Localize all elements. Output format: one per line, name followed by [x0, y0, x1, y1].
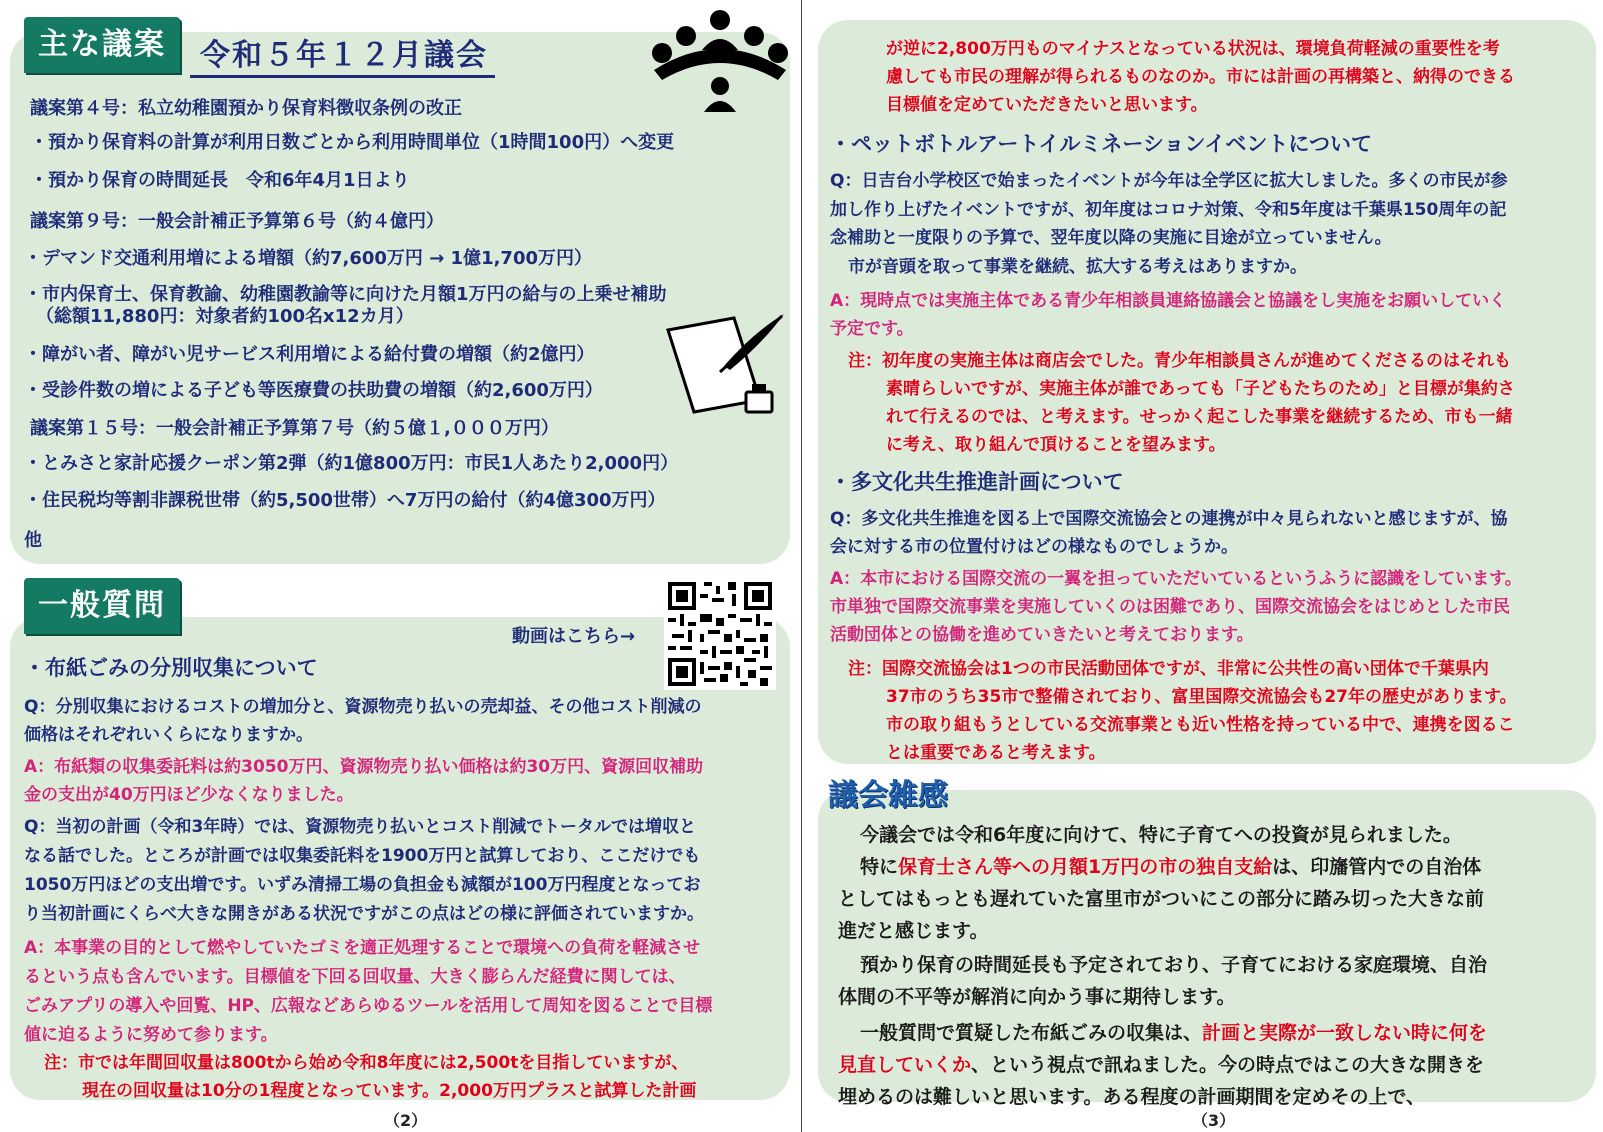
impressions-text: 体間の不平等が解消に向かう事に期待します。	[838, 986, 1236, 1008]
bill-item: ・受診件数の増による子ども等医療費の扶助費の増額（約2,600万円）	[24, 380, 603, 401]
bill-item: ・市内保育士、保育教諭、幼稚園教諭等に向けた月額1万円の給与の上乗せ補助	[24, 284, 667, 305]
question-line: り当初計画にくらべ大きな開きがある状況ですがこの点はどの様に評価されていますか。	[24, 904, 704, 924]
bill-9-heading: 議案第９号：一般会計補正予算第６号（約４億円）	[30, 211, 444, 232]
bill-item: ・とみさと家計応援クーポン第2弾（約1億800万円：市民1人あたり2,000円）	[24, 453, 679, 474]
note-line: 注：国際交流協会は1つの市民活動団体ですが、非常に公共性の高い団体で千葉県内	[848, 659, 1489, 679]
impressions-text-part: 特に	[860, 856, 899, 878]
answer-line: 予定です。	[830, 319, 914, 339]
impressions-text-part: は、印旛管内での自治体	[1272, 856, 1482, 878]
question-line: 念補助と一度限りの予算で、翌年度以降の実施に目途が立っていません。	[830, 228, 1392, 248]
topic-cloth-paper-waste: ・布紙ごみの分別収集について	[24, 656, 318, 680]
session-title: 令和５年１２月議会	[200, 38, 488, 73]
question-line: 価格はそれぞれいくらになりますか。	[24, 725, 313, 745]
page-number-right: （3）	[1192, 1111, 1236, 1130]
note-line: 現在の回収量は10分の1程度となっています。2,000万円プラスと試算した計画	[82, 1081, 697, 1101]
question-line: 会に対する市の位置付けはどの様なものでしょうか。	[830, 537, 1238, 557]
session-underline	[190, 75, 495, 78]
bill-item: ・住民税均等割非課税世帯（約5,500世帯）へ7万円の給付（約4億300万円）	[24, 490, 666, 511]
topic-pet-bottle-event: ・ペットボトルアートイルミネーションイベントについて	[830, 132, 1373, 156]
note-line: が逆に2,800万円ものマイナスとなっている状況は、環境負荷軽減の重要性を考	[886, 39, 1500, 59]
answer-line: A：本事業の目的として燃やしていたゴミを適正処理することで環境への負荷を軽減させ	[24, 938, 701, 958]
note-line: 慮しても市民の理解が得られるものなのか。市には計画の再構築と、納得のできる	[886, 67, 1515, 87]
answer-line: 市単独で国際交流事業を実施していくのは困難であり、国際交流協会をはじめとした市民	[830, 597, 1510, 617]
bill-4-heading: 議案第４号：私立幼稚園預かり保育料徴収条例の改正	[30, 98, 462, 119]
answer-line: ごみアプリの導入や回覧、HP、広報などあらゆるツールを活用して周知を図ることで目標	[24, 996, 713, 1016]
bill-item: ・障がい者、障がい児サービス利用増による給付費の増額（約2億円）	[24, 344, 595, 365]
bill-item: （総額11,880円：対象者約100名x12カ月）	[36, 306, 414, 327]
impressions-text: 埋めるのは難しいと思います。ある程度の計画期間を定めその上で、	[838, 1086, 1426, 1108]
impressions-text: 預かり保育の時間延長も予定されており、子育てにおける家庭環境、自治	[860, 954, 1488, 976]
note-line: 注：市では年間回収量は800tから始め令和8年度には2,500tを目指していますが、	[44, 1053, 689, 1073]
impressions-text	[838, 1050, 1484, 1077]
bills-tab: 主な議案	[24, 17, 180, 73]
council-members-icon	[650, 8, 790, 120]
quill-pen-icon	[664, 312, 792, 422]
note-line: れて行えるのでは、と考えます。せっかく起こした事業を継続するため、市も一緒	[886, 407, 1513, 427]
note-line: 注：初年度の実施主体は商店会でした。青少年相談員さんが進めてくださるのはそれも	[848, 351, 1511, 371]
note-line: 37市のうち35市で整備されており、富里国際交流協会も27年の歴史があります。	[886, 687, 1517, 707]
question-line: Q：日吉台小学校区で始まったイベントが今年は全学区に拡大しました。多くの市民が参	[830, 171, 1508, 191]
impressions-text: 進だと感じます。	[838, 920, 989, 942]
impressions-text-part: 、という視点で訊ねました。今の時点ではこの大きな開きを	[971, 1054, 1485, 1076]
question-line: 市が音頭を取って事業を継続、拡大する考えはありますか。	[848, 257, 1307, 277]
question-line: 1050万円ほどの支出増です。いずみ清掃工場の負担金も減額が100万円程度となってお	[24, 875, 701, 895]
question-line: Q：多文化共生推進を図る上で国際交流協会との連携が中々見られないと感じますが、協	[830, 509, 1508, 529]
impressions-highlight: 計画と実際が一致しない時に何を	[1202, 1022, 1488, 1044]
note-line: 素晴らしいですが、実施主体が誰であっても「子どもたちのため」と目標が集約さ	[886, 379, 1515, 399]
bill-item: ・デマンド交通利用増による増額（約7,600万円 → 1億1,700万円）	[24, 248, 593, 269]
question-line: Q：当初の計画（令和3年時）では、資源物売り払いとコスト削減でトータルでは増収と	[24, 817, 696, 837]
bill-others: 他	[24, 530, 42, 551]
impressions-text: 今議会では令和6年度に向けて、特に子育てへの投資が見られました。	[860, 824, 1462, 846]
impressions-highlight: 見直していくか	[838, 1054, 972, 1076]
note-line: に考え、取り組んで頂けることを望みます。	[886, 435, 1226, 455]
note-line: とは重要であると考えます。	[886, 743, 1106, 763]
impressions-highlight: 保育士さん等への月額1万円の市の独自支給	[898, 856, 1273, 878]
answer-line: A：布紙類の収集委託料は約3050万円、資源物売り払い価格は約30万円、資源回収補助	[24, 757, 704, 777]
answer-line: A：現時点では実施主体である青少年相談員連絡協議会と協議をし実施をお願いしていく	[830, 291, 1507, 311]
bill-15-heading: 議案第１５号：一般会計補正予算第７号（約５億１,０００万円）	[30, 418, 559, 439]
impressions-text	[860, 852, 1481, 879]
bill-item: ・預かり保育料の計算が利用日数ごとから利用時間単位（1時間100円）へ変更	[30, 132, 675, 153]
page-divider	[801, 0, 802, 1132]
question-line: なる話でした。ところが計画では収集委託料を1900万円と試算しており、ここだけでも	[24, 846, 701, 866]
impressions-title: 議会雑感	[828, 778, 948, 813]
video-link[interactable]: 動画はこちら→	[512, 626, 636, 647]
question-line: 加し作り上げたイベントですが、初年度はコロナ対策、令和5年度は千葉県150周年の記	[830, 200, 1507, 220]
impressions-text-part: 一般質問で質疑した布紙ごみの収集は、	[860, 1022, 1203, 1044]
impressions-text: としてはもっとも遅れていた富里市がついにこの部分に踏み切った大きな前	[838, 888, 1485, 910]
question-line: Q：分別収集におけるコストの増加分と、資源物売り払いの売却益、その他コスト削減の	[24, 697, 702, 717]
answer-line: 活動団体との協働を進めていきたいと考えております。	[830, 625, 1254, 645]
page-number-left: （2）	[384, 1111, 428, 1130]
qr-code-icon[interactable]	[664, 578, 776, 690]
impressions-text	[860, 1018, 1487, 1045]
answer-line: A：本市における国際交流の一翼を担っていただいているというふうに認識をしています。	[830, 569, 1522, 589]
answer-line: るという点も含んでいます。目標値を下回る回収量、大きく膨らんだ経費に関しては、	[24, 967, 686, 987]
topic-multicultural: ・多文化共生推進計画について	[830, 470, 1124, 494]
questions-tab: 一般質問	[24, 578, 180, 634]
answer-line: 金の支出が40万円ほど少なくなりました。	[24, 785, 354, 805]
answer-line: 値に迫るように努めて参ります。	[24, 1025, 278, 1045]
note-line: 目標値を定めていただきたいと思います。	[886, 95, 1208, 115]
note-line: 市の取り組もうとしている交流事業とも近い性格を持っている中で、連携を図るこ	[886, 715, 1515, 735]
bill-item: ・預かり保育の時間延長 令和6年4月1日より	[30, 170, 410, 191]
